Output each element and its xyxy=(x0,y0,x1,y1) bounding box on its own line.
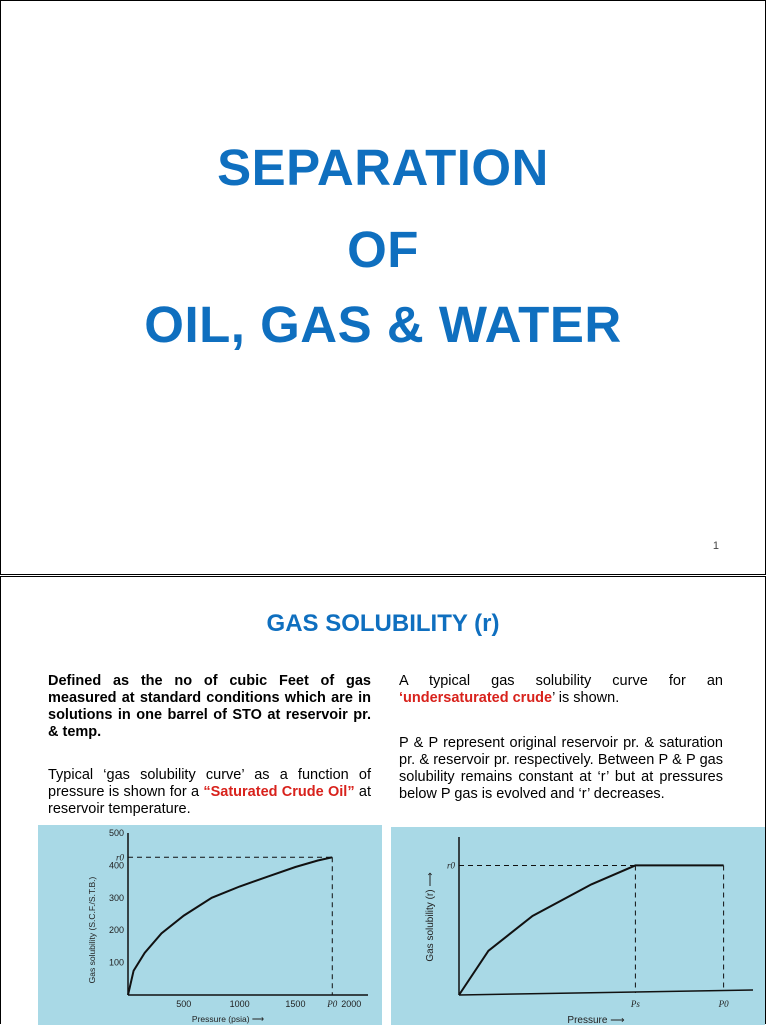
x-tick-labels xyxy=(630,999,729,1009)
y-tick-label: 300 xyxy=(108,892,124,903)
undersaturated-chart-svg xyxy=(391,827,765,1025)
x-tick-label: 500 xyxy=(176,999,192,1009)
x-tick-label: P0 xyxy=(327,999,338,1009)
slide-title-line-3: OIL, GAS & WATER xyxy=(144,296,622,353)
y-axis-label: Gas solubility (S.C.F./S.T.B.) xyxy=(87,876,97,984)
saturated-chart-svg xyxy=(38,825,382,1025)
y-tick-label: r0 xyxy=(446,860,455,871)
undersaturated-crude-chart xyxy=(391,827,765,1025)
y-axis-label: Gas solubility (r) ⟶ xyxy=(425,872,436,962)
y-tick-label: r0 xyxy=(115,852,124,863)
undersaturated-text-a: A typical gas solubility curve for an xyxy=(399,673,723,689)
saturated-text-a: Typical ‘gas solubility curve’ as a function of pressure is shown for a xyxy=(48,767,371,800)
x-axis-label: Pressure (psia) ⟶ xyxy=(191,1014,265,1024)
y-tick-label: 400 xyxy=(108,860,124,871)
slide-2-title: GAS SOLUBILITY (r) xyxy=(266,610,500,637)
x-tick-label: P0 xyxy=(718,999,729,1009)
x-tick-label: 1500 xyxy=(285,999,306,1009)
slide-2 xyxy=(0,576,766,1024)
definition-paragraph: Defined as the no of cubic Feet of gas measured at standard conditions which are in solutions in one barrel of STO at reservoir pr. & temp. xyxy=(48,673,371,740)
saturated-crude-highlight: “Saturated Crude Oil” xyxy=(203,784,355,800)
saturated-text-b: at reservoir temperature. xyxy=(48,784,371,817)
solubility-curve xyxy=(128,857,332,995)
pressure-explanation-paragraph: P & P represent original reservoir pr. & saturation pr. & reservoir pr. respectively. Between P & P gas solubility remains constant at ‘r’ but at pressures below P gas is evolved and ‘r’ decreases. xyxy=(399,735,723,802)
x-axis-line xyxy=(459,990,753,995)
x-tick-label: Ps xyxy=(630,999,640,1009)
page-number: 1 xyxy=(712,540,719,552)
undersaturated-crude-highlight: ‘undersaturated crude xyxy=(399,690,553,706)
y-tick-label: 500 xyxy=(108,828,124,838)
saturated-crude-paragraph xyxy=(48,767,371,818)
slide-title-line-2: OF xyxy=(347,221,419,278)
y-tick-labels xyxy=(109,828,125,968)
x-axis-label: Pressure ⟶ xyxy=(567,1015,625,1025)
reference-lines xyxy=(128,857,332,995)
x-tick-label: 1000 xyxy=(229,999,250,1009)
y-tick-labels xyxy=(447,860,456,870)
solubility-curve xyxy=(459,865,724,995)
x-tick-labels xyxy=(176,999,361,1009)
y-tick-label: 200 xyxy=(108,925,124,936)
x-tick-label: 2000 xyxy=(341,999,362,1009)
chart-axes xyxy=(459,837,753,995)
saturated-crude-chart xyxy=(38,825,382,1025)
undersaturated-text-b: ’ is shown. xyxy=(552,690,620,706)
y-tick-label: 100 xyxy=(108,957,124,968)
undersaturated-paragraph xyxy=(399,673,723,707)
slide-title-line-1: SEPARATION xyxy=(217,139,549,196)
